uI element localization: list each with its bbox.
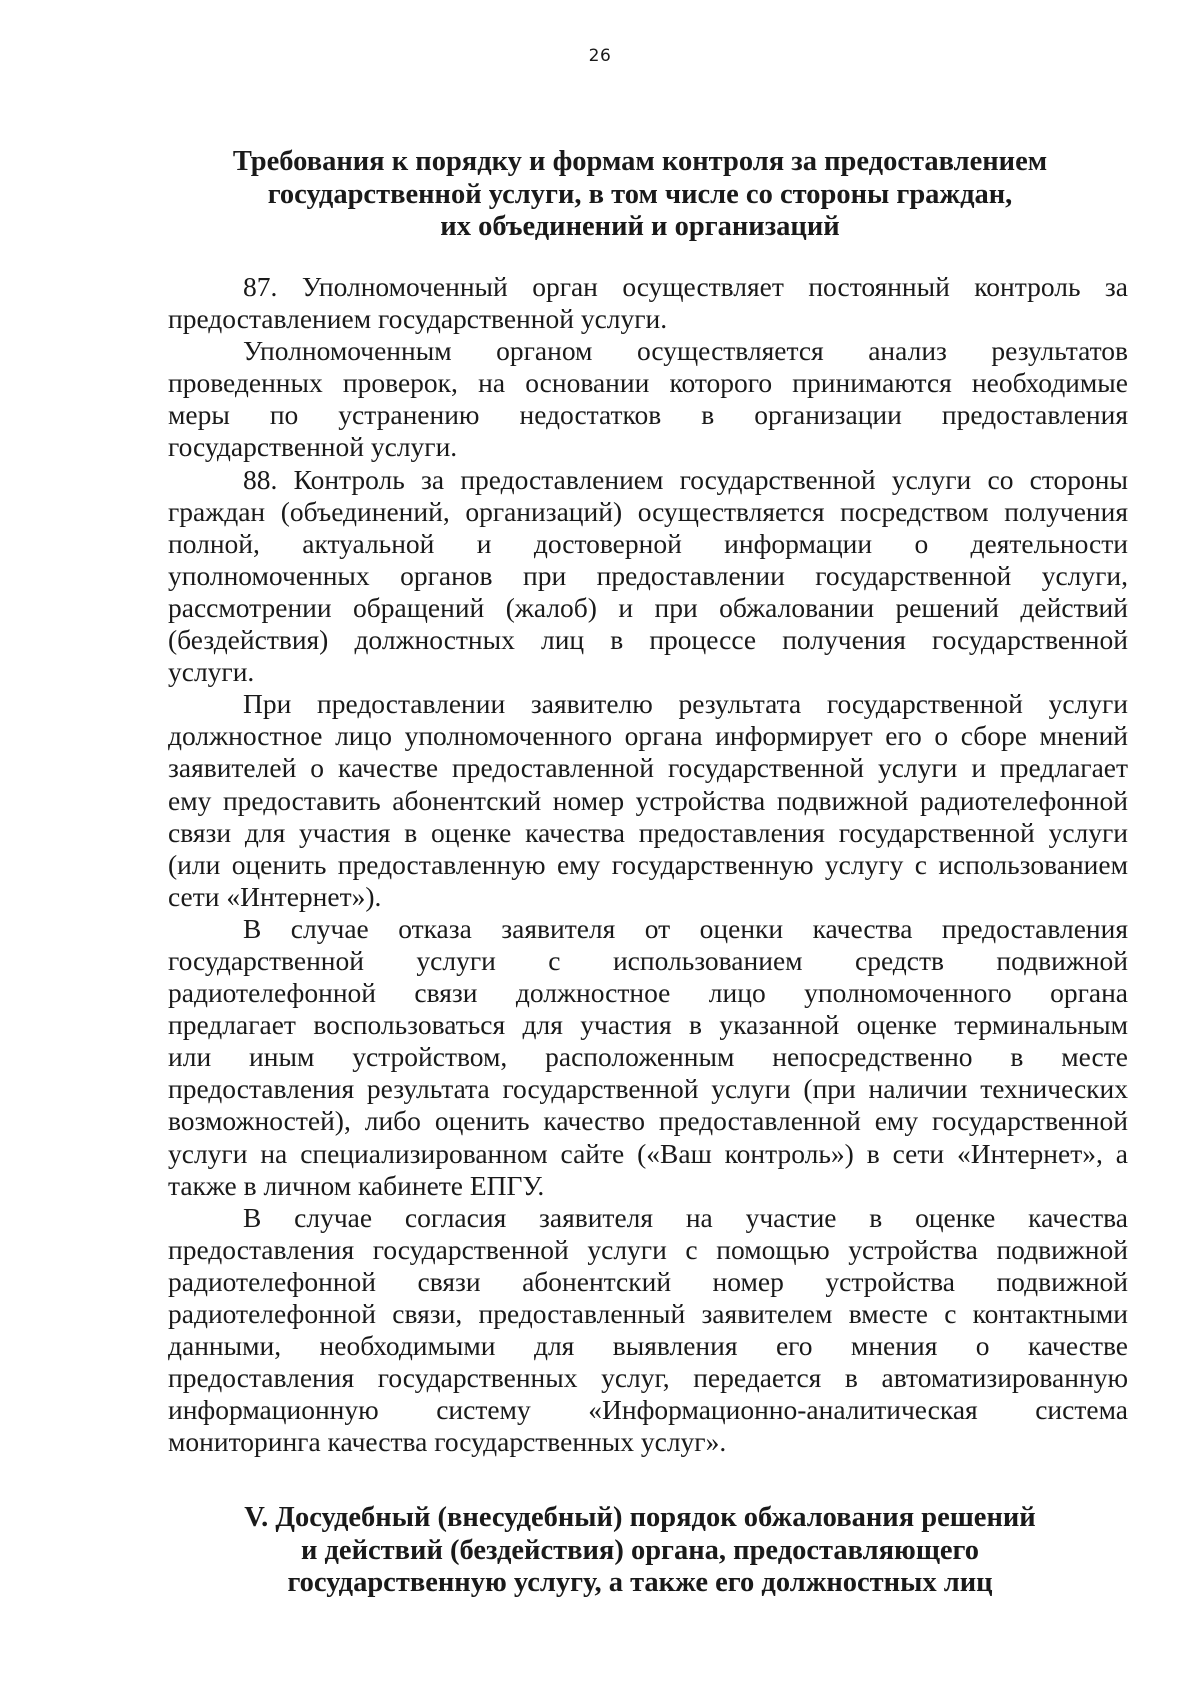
text-line: услуги на специализированном сайте («Ваш контроль») в сети «Интернет», а bbox=[168, 1137, 1128, 1169]
text-line: уполномоченных органов при предоставлении государственной услуги, bbox=[168, 559, 1128, 591]
text-line: В случае согласия заявителя на участие в оценке качества bbox=[243, 1201, 1128, 1233]
paragraph-87 bbox=[168, 271, 1128, 335]
text-line: 88. Контроль за предоставлением государственной услуги со стороны bbox=[243, 463, 1128, 495]
text-line: связи для участия в оценке качества предоставления государственной услуги bbox=[168, 816, 1128, 848]
text-line: рассмотрении обращений (жалоб) и при обжаловании решений действий bbox=[168, 591, 1128, 623]
text-line: должностное лицо уполномоченного органа информирует его о сборе мнений bbox=[168, 720, 1128, 752]
text-line: мониторинга качества государственных услуг». bbox=[168, 1426, 727, 1458]
text-line: граждан (объединений, организаций) осуществляется посредством получения bbox=[168, 495, 1128, 527]
text-line: предоставлением государственной услуги. bbox=[168, 303, 668, 335]
text-line: государственной услуги с использованием средств подвижной bbox=[168, 944, 1128, 976]
text-line: сети «Интернет»). bbox=[168, 880, 382, 912]
paragraph-result-evaluation bbox=[168, 688, 1128, 913]
text-line: В случае отказа заявителя от оценки качества предоставления bbox=[243, 912, 1128, 944]
text-line: предоставления государственной услуги с помощью устройства подвижной bbox=[168, 1233, 1128, 1265]
section-heading-line: государственной услуги, в том числе со стороны граждан, bbox=[267, 178, 1013, 210]
text-line: проведенных проверок, на основании которого принимаются необходимые bbox=[168, 367, 1128, 399]
text-line: также в личном кабинете ЕПГУ. bbox=[168, 1169, 545, 1201]
section-heading bbox=[160, 146, 1120, 244]
text-line: 87. Уполномоченный орган осуществляет постоянный контроль за bbox=[243, 271, 1128, 302]
paragraph-refusal bbox=[168, 913, 1128, 1202]
section-v-heading bbox=[160, 1502, 1120, 1600]
text-line: или иным устройством, расположенным непосредственно в месте bbox=[168, 1041, 1128, 1073]
text-line: Уполномоченным органом осуществляется анализ результатов bbox=[243, 335, 1128, 367]
paragraph-88 bbox=[168, 464, 1128, 689]
text-line: государственной услуги. bbox=[168, 431, 458, 463]
text-line: (или оценить предоставленную ему государственную услугу с использованием bbox=[168, 848, 1128, 880]
text-line: меры по устранению недостатков в организации предоставления bbox=[168, 399, 1128, 431]
text-line: возможностей), либо оценить качество предоставленной ему государственной bbox=[168, 1105, 1128, 1137]
text-line: данными, необходимыми для выявления его мнения о качестве bbox=[168, 1330, 1128, 1362]
section-v-heading-line: V. Досудебный (внесудебный) порядок обжалования решений bbox=[244, 1502, 1036, 1533]
section-heading-line: их объединений и организаций bbox=[440, 211, 840, 242]
paragraph-consent bbox=[168, 1202, 1128, 1459]
text-line: радиотелефонной связи должностное лицо уполномоченного органа bbox=[168, 977, 1128, 1009]
text-line: услуги. bbox=[168, 656, 255, 688]
text-line: ему предоставить абонентский номер устройства подвижной радиотелефонной bbox=[168, 784, 1128, 816]
text-line: полной, актуальной и достоверной информации о деятельности bbox=[168, 527, 1128, 559]
text-line: заявителей о качестве предоставленной государственной услуги и предлагает bbox=[168, 752, 1128, 784]
page-number: 26 bbox=[588, 46, 612, 66]
text-line: предлагает воспользоваться для участия в указанной оценке терминальным bbox=[168, 1009, 1128, 1041]
text-line: предоставления государственных услуг, передается в автоматизированную bbox=[168, 1362, 1128, 1394]
section-heading-line: Требования к порядку и формам контроля за предоставлением bbox=[232, 146, 1048, 177]
text-line: информационную систему «Информационно-аналитическая система bbox=[168, 1394, 1128, 1426]
text-line: При предоставлении заявителю результата государственной услуги bbox=[243, 688, 1128, 720]
paragraph-analysis bbox=[168, 335, 1128, 463]
section-v-heading-line: государственную услугу, а также его должностных лиц bbox=[287, 1567, 993, 1598]
document-body bbox=[168, 271, 1128, 1458]
section-v-heading-line: и действий (бездействия) органа, предоставляющего bbox=[300, 1534, 980, 1566]
text-line: (бездействия) должностных лиц в процессе получения государственной bbox=[168, 624, 1128, 656]
text-line: предоставления результата государственной услуги (при наличии технических bbox=[168, 1073, 1128, 1105]
text-line: радиотелефонной связи абонентский номер устройства подвижной bbox=[168, 1265, 1128, 1297]
text-line: радиотелефонной связи, предоставленный заявителем вместе с контактными bbox=[168, 1298, 1128, 1329]
